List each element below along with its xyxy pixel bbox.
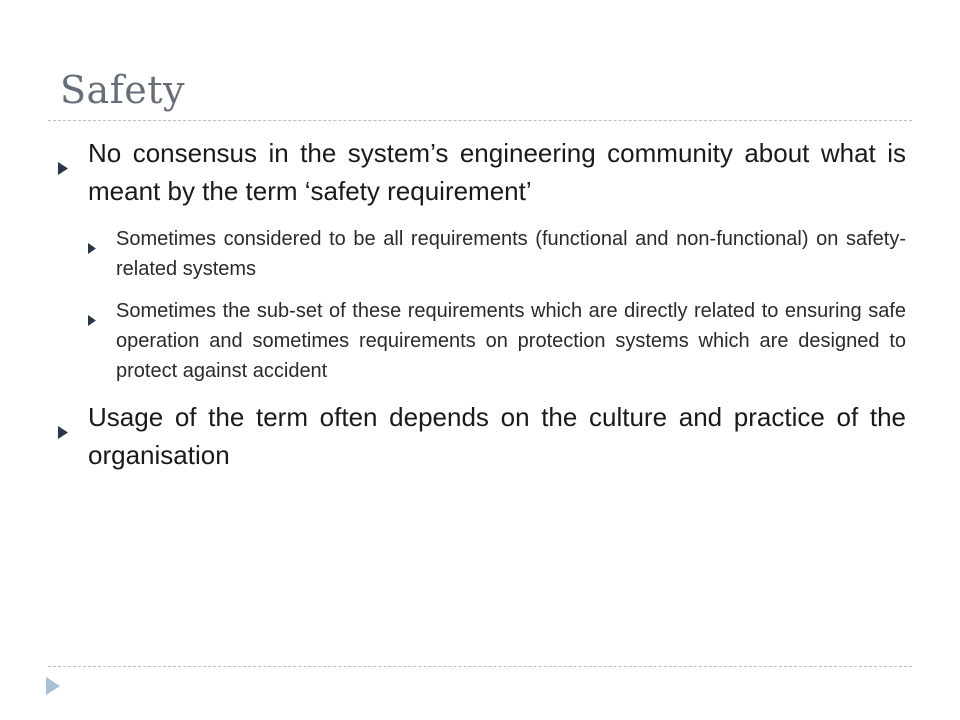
sub-bullet-item — [56, 224, 906, 284]
triangle-right-icon — [58, 147, 68, 185]
sub-bullet-item — [56, 296, 906, 386]
slide-title: Safety — [60, 68, 185, 112]
slide-body — [56, 134, 906, 488]
bullet-item — [56, 134, 906, 210]
triangle-right-icon — [58, 411, 68, 449]
triangle-right-icon — [88, 233, 96, 263]
footer-divider — [48, 666, 912, 667]
bullet-text: Usage of the term often depends on the culture and practice of the organisation — [88, 402, 906, 470]
sub-bullet-text: Sometimes the sub-set of these requirements which are directly related to ensuring safe operation and sometimes requirements on protection systems which are designed to protect against accident — [116, 300, 906, 382]
triangle-right-icon — [88, 305, 96, 335]
footer-triangle-icon — [46, 677, 60, 700]
sub-bullet-text: Sometimes considered to be all requirements (functional and non-functional) on safety-related systems — [116, 228, 906, 280]
title-divider — [48, 120, 912, 121]
bullet-item — [56, 398, 906, 474]
bullet-text: No consensus in the system’s engineering community about what is meant by the term ‘safety requirement’ — [88, 138, 906, 206]
